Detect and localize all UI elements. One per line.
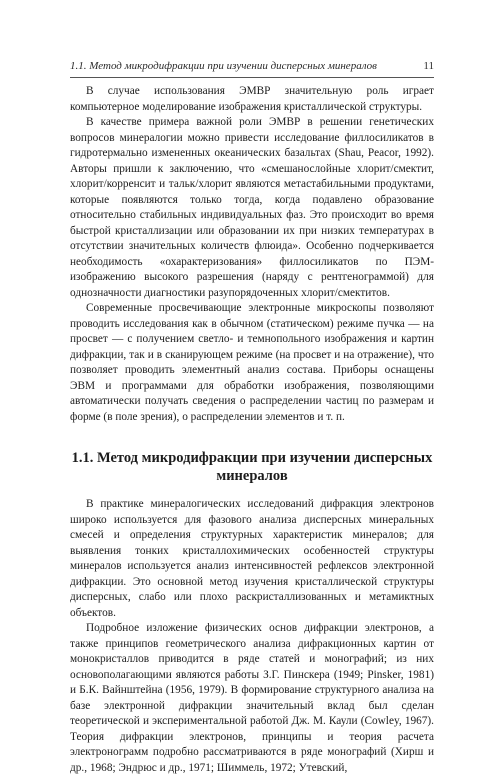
page-body xyxy=(70,84,434,776)
paragraph: Современные просвечивающие электронные микроскопы позволяют проводить исследования как в обычном (статическом) режиме пучка — на просвет — с получением светло- и темнопольного изображения и картин дифракции, так и в сканирующем режиме (на просвет и на отражение), что позволяет проводить элементный анализ состава. Приборы оснащены ЭВМ и программами для обработки изображения, позволяющими автоматически получать сведения о распределении частиц по размерам и форме (в поле зрения), о распределении элементов и т. п. xyxy=(70,302,434,423)
paragraph: В практике минералогических исследований дифракция электронов широко используется для фазового анализа дисперсных минеральных смесей и определения структурных характеристик минералов; для выявления тонких кристаллохимических особенностей структуры минералов используется анализ интенсивностей рефлексов электронной дифракции. Это основной метод изучения кристаллической структуры дисперсных, слабо или плохо раскристаллизованных и метамиктных объектов. xyxy=(70,498,434,619)
running-head xyxy=(70,60,434,72)
paragraph: В случае использования ЭМВР значительную роль играет компьютерное моделирование изображения кристаллической структуры. xyxy=(70,85,434,113)
page-number: 11 xyxy=(423,60,434,72)
section-heading: 1.1. Метод микродифракции при изучении дисперсных минералов xyxy=(71,450,433,484)
running-head-title: 1.1. Метод микродифракции при изучении дисперсных минералов xyxy=(70,60,377,72)
paragraph: Подробное изложение физических основ дифракции электронов, а также принципов геометрического анализа дифракционных картин от монокристаллов приводится в ряде статей и монографий; из них основополагающими являются работы З.Г. Пинскера (1949; Pinsker, 1981) и Б.К. Вайнштейна (1956, 1979). В формирование структурного анализа на базе электронной дифракции значительный вклад был сделан теоретической и экспериментальной работой Дж. М. Каули (Cowley, 1967). Теория дифракции электронов, принципы и теория расчета электронограмм подробно рассматриваются в ряде монографий (Хирш и др., 1968; Эндрюс и др., 1971; Шиммель, 1972; Утевский, xyxy=(70,622,434,774)
paragraph: В качестве примера важной роли ЭМВР в решении генетических вопросов минералогии можно привести исследование филлосиликатов в гидротермально измененных океанических базальтах (Shau, Peacor, 1992). Авторы пришли к заключению, что «смешанослойные хлорит/смектит, хлорит/корренсит и тальк/хлорит являются метастабильными продуктами, которые появляются только тогда, когда подавлено образование относительно стабильных индивидуальных фаз. Это происходит во время быстрой кристаллизации или образовании их при низких температурах в отсутствии значительных количеств флюида». Особенно подчеркивается необходимость «охарактеризования» филлосиликатов по ПЭМ-изображению высокого разрешения (наряду с рентгенограммой) для однозначности диагностики разупорядоченных хлорит/смектитов. xyxy=(70,116,434,299)
header-rule xyxy=(70,77,434,78)
